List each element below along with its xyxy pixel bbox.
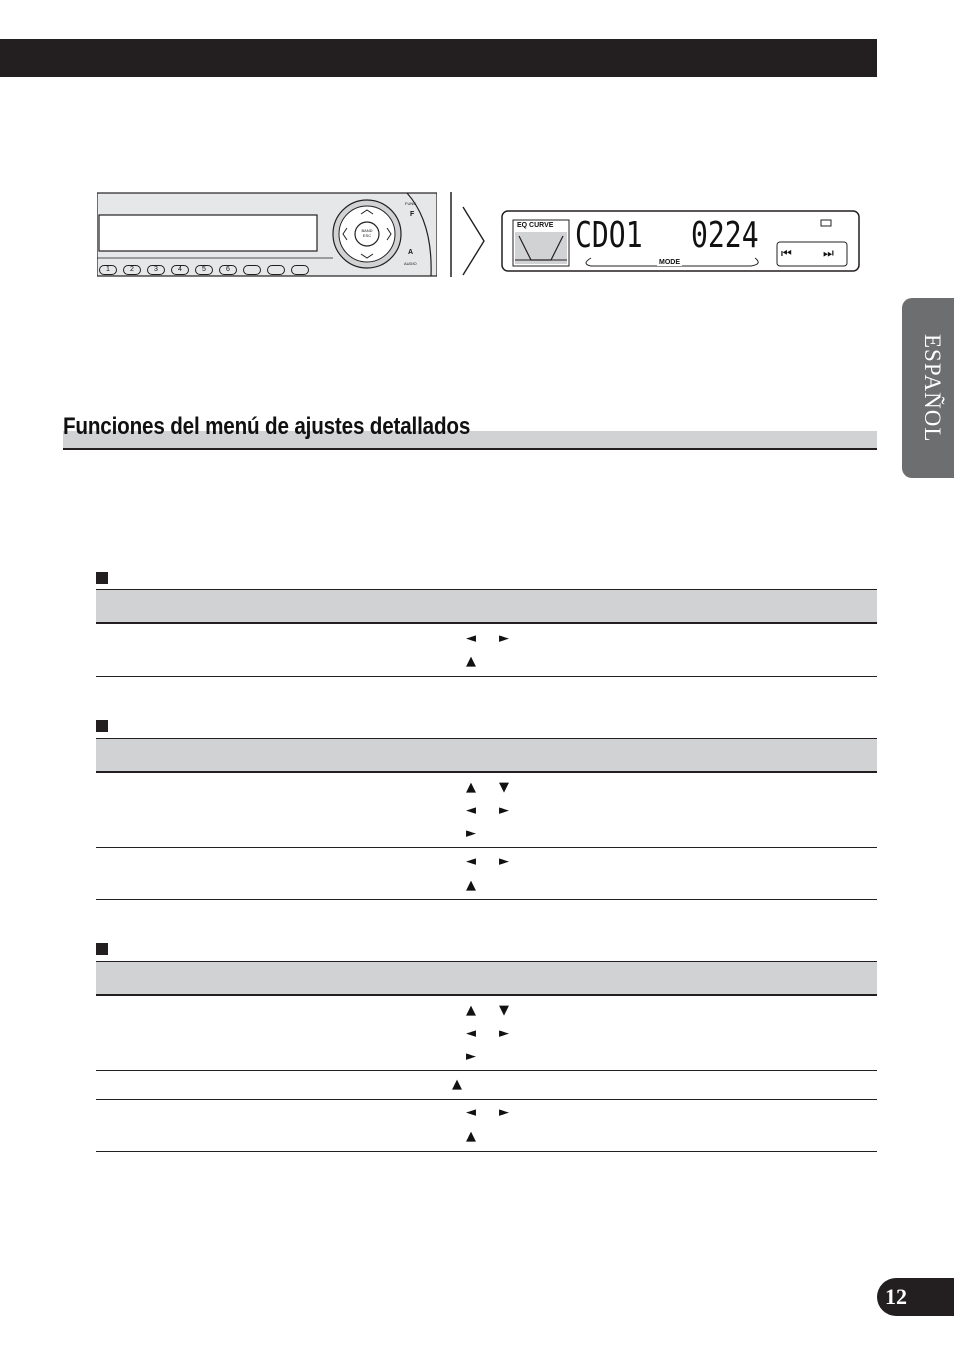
right-arrow-icon: ► [466, 1049, 476, 1064]
preset-button-1: 1 [99, 265, 117, 275]
left-arrow-icon: ◄ [466, 803, 476, 818]
language-tab-label: ESPAÑOL [920, 333, 945, 443]
up-arrow-icon: ▲ [466, 878, 476, 893]
head-unit-illustration [97, 192, 453, 277]
table-row [96, 773, 877, 848]
left-arrow-icon: ◄ [466, 631, 476, 646]
table-row [96, 1100, 877, 1152]
audio-label: AUDIO [404, 261, 417, 266]
preset-button-2: 2 [123, 265, 141, 275]
preset-buttons [99, 265, 309, 275]
left-arrow-icon: ◄ [466, 1026, 476, 1041]
f-label: F [410, 211, 415, 218]
right-arrow-icon: ► [499, 631, 509, 646]
preset-button-5: 5 [195, 265, 213, 275]
language-tab [902, 298, 954, 478]
header-bar [0, 39, 877, 77]
right-arrow-icon: ► [466, 826, 476, 841]
arrow-right-icon [462, 206, 486, 276]
square-bullet-icon [96, 943, 108, 955]
right-arrow-icon: ► [499, 854, 509, 869]
up-arrow-icon: ▲ [466, 1129, 476, 1144]
settings-table-1 [96, 589, 877, 677]
display-source: CDO1 [575, 215, 643, 256]
section-title-rule [63, 448, 877, 450]
left-arrow-icon: ◄ [466, 854, 476, 869]
table-row [96, 1071, 877, 1100]
preset-button-3: 3 [147, 265, 165, 275]
table-header [96, 961, 877, 996]
mode-label: MODE [659, 259, 680, 266]
up-arrow-icon: ▲ [466, 780, 476, 795]
preset-button-4: 4 [171, 265, 189, 275]
up-arrow-icon: ▲ [452, 1077, 462, 1092]
up-arrow-icon: ▲ [466, 1003, 476, 1018]
table-header [96, 589, 877, 624]
square-bullet-icon [96, 720, 108, 732]
section-title: Funciones del menú de ajustes detallados [63, 413, 471, 440]
a-label: A [408, 249, 414, 256]
display-time: 0224 [691, 215, 759, 256]
page-number: 12 [877, 1278, 954, 1316]
eq-curve-label: EQ CURVE [517, 222, 554, 229]
settings-table-2 [96, 738, 877, 900]
func-label: FUNC [405, 201, 417, 206]
left-arrow-icon: ◄ [466, 1105, 476, 1120]
round-button [291, 265, 309, 275]
table-row [96, 996, 877, 1071]
band-esc-label: BAND ESC [361, 228, 373, 238]
up-arrow-icon: ▲ [466, 654, 476, 669]
section-header [63, 413, 877, 450]
previous-track-icon: ⏮ [781, 246, 792, 260]
down-arrow-icon: ▼ [499, 1003, 509, 1018]
round-button [243, 265, 261, 275]
square-bullet-icon [96, 572, 108, 584]
round-button [267, 265, 285, 275]
down-arrow-icon: ▼ [499, 780, 509, 795]
table-header [96, 738, 877, 773]
right-arrow-icon: ► [499, 1105, 509, 1120]
settings-table-3 [96, 961, 877, 1152]
table-row [96, 848, 877, 900]
preset-button-6: 6 [219, 265, 237, 275]
table-row [96, 624, 877, 677]
next-track-icon: ⏭ [823, 246, 834, 260]
right-arrow-icon: ► [499, 1026, 509, 1041]
display-illustration [501, 210, 861, 272]
right-arrow-icon: ► [499, 803, 509, 818]
